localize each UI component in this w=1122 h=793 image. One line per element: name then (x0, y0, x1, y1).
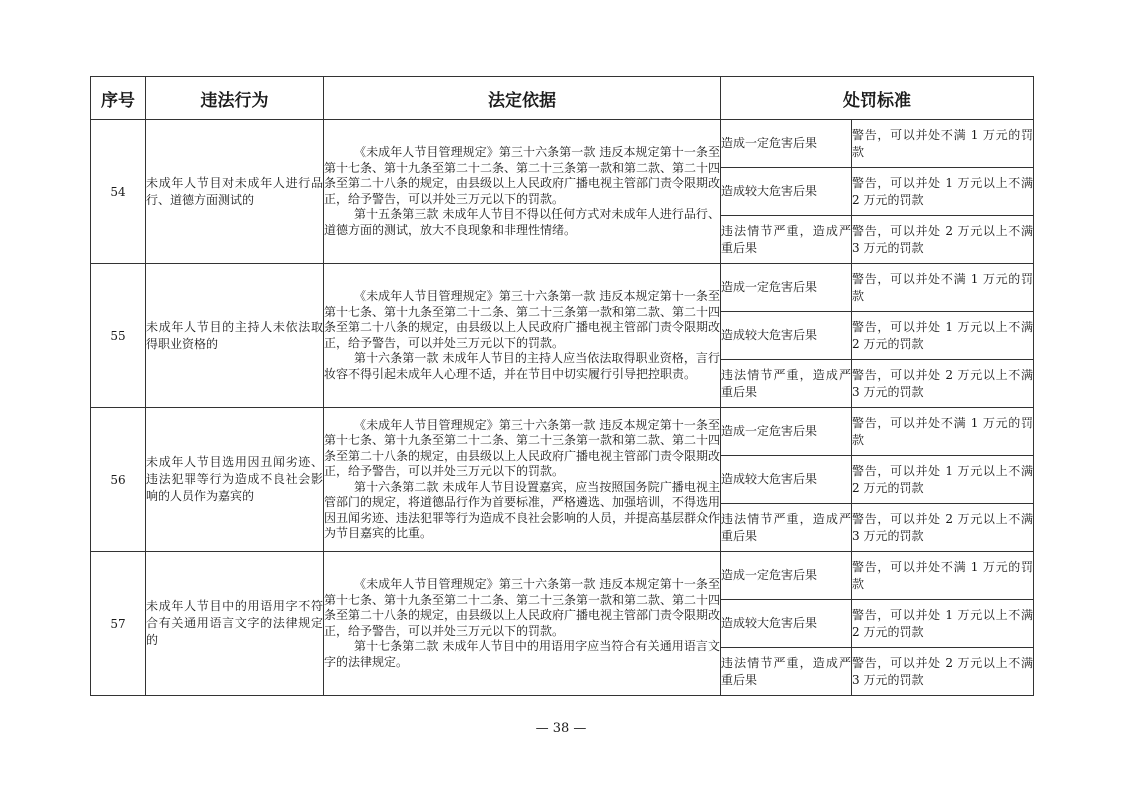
table-row (91, 264, 1034, 312)
condition-cell: 造成一定危害后果 (721, 552, 852, 600)
penalty-cell: 警告，可以并处不满 1 万元的罚款 (852, 552, 1034, 600)
condition-cell: 造成较大危害后果 (721, 312, 852, 360)
penalty-cell: 警告，可以并处不满 1 万元的罚款 (852, 264, 1034, 312)
legal-basis-p1: 《未成年人节目管理规定》第三十六条第一款 违反本规定第十一条至第十七条、第十九条至第二十二条、第二十三条第一款和第二款、第二十四条至第二十八条的规定，由县级以上人民政府广播电视主管部门责令限期改正，给予警告，可以并处三万元以下的罚款。 (324, 417, 721, 478)
penalty-cell: 警告，可以并处 1 万元以上不满 2 万元的罚款 (852, 168, 1034, 216)
penalty-cell: 警告，可以并处不满 1 万元的罚款 (852, 408, 1034, 456)
table-row (91, 408, 1034, 456)
legal-basis-p1: 《未成年人节目管理规定》第三十六条第一款 违反本规定第十一条至第十七条、第十九条至第二十二条、第二十三条第一款和第二款、第二十四条至第二十八条的规定，由县级以上人民政府广播电视主管部门责令限期改正，给予警告，可以并处三万元以下的罚款。 (324, 289, 721, 350)
condition-cell: 造成较大危害后果 (721, 168, 852, 216)
table-row (91, 120, 1034, 168)
penalty-cell: 警告，可以并处 1 万元以上不满 2 万元的罚款 (852, 312, 1034, 360)
row-number: 55 (91, 264, 146, 408)
penalty-cell: 警告，可以并处 2 万元以上不满 3 万元的罚款 (852, 216, 1034, 264)
penalty-cell: 警告，可以并处不满 1 万元的罚款 (852, 120, 1034, 168)
legal-basis (324, 552, 721, 696)
legal-basis-p2: 第十七条第二款 未成年人节目中的用语用字应当符合有关通用语言文字的法律规定。 (324, 639, 720, 669)
penalty-cell: 警告，可以并处 2 万元以上不满 3 万元的罚款 (852, 504, 1034, 552)
legal-basis-p2: 第十六条第二款 未成年人节目设置嘉宾，应当按照国务院广播电视主管部门的规定，将道德品行作为首要标准，严格遴选、加强培训，不得选用因丑闻劣迹、违法犯罪等行为造成不良社会影响的人员，并提高基层群众作为节目嘉宾的比重。 (324, 479, 721, 540)
condition-cell: 违法情节严重，造成严重后果 (721, 360, 852, 408)
header-act: 违法行为 (146, 77, 324, 120)
row-number: 54 (91, 120, 146, 264)
condition-cell: 违法情节严重，造成严重后果 (721, 504, 852, 552)
penalty-cell: 警告，可以并处 1 万元以上不满 2 万元的罚款 (852, 600, 1034, 648)
legal-basis-p1: 《未成年人节目管理规定》第三十六条第一款 违反本规定第十一条至第十七条、第十九条至第二十二条、第二十三条第一款和第二款、第二十四条至第二十八条的规定，由县级以上人民政府广播电视主管部门责令限期改正，给予警告，可以并处三万元以下的罚款。 (324, 145, 721, 206)
violation-text: 未成年人节目选用因丑闻劣迹、违法犯罪等行为造成不良社会影响的人员作为嘉宾的 (146, 408, 324, 552)
violation-text: 未成年人节目的主持人未依法取得职业资格的 (146, 264, 324, 408)
table-row (91, 552, 1034, 600)
penalty-cell: 警告，可以并处 2 万元以上不满 3 万元的罚款 (852, 648, 1034, 696)
header-penalty: 处罚标准 (721, 77, 1034, 120)
penalty-cell: 警告，可以并处 2 万元以上不满 3 万元的罚款 (852, 360, 1034, 408)
condition-cell: 违法情节严重，造成严重后果 (721, 216, 852, 264)
row-number: 57 (91, 552, 146, 696)
legal-basis (324, 264, 721, 408)
header-row (91, 77, 1034, 120)
condition-cell: 造成一定危害后果 (721, 264, 852, 312)
legal-basis (324, 408, 721, 552)
violation-text: 未成年人节目对未成年人进行品行、道德方面测试的 (146, 120, 324, 264)
penalty-table (90, 76, 1034, 696)
legal-basis-p2: 第十六条第一款 未成年人节目的主持人应当依法取得职业资格，言行妆容不得引起未成年人心理不适，并在节目中切实履行引导把控职责。 (324, 351, 720, 381)
violation-text: 未成年人节目中的用语用字不符合有关通用语言文字的法律规定的 (146, 552, 324, 696)
condition-cell: 造成一定危害后果 (721, 408, 852, 456)
condition-cell: 违法情节严重，造成严重后果 (721, 648, 852, 696)
condition-cell: 造成一定危害后果 (721, 120, 852, 168)
condition-cell: 造成较大危害后果 (721, 600, 852, 648)
header-num: 序号 (91, 77, 146, 120)
penalty-cell: 警告，可以并处 1 万元以上不满 2 万元的罚款 (852, 456, 1034, 504)
legal-basis-p2: 第十五条第三款 未成年人节目不得以任何方式对未成年人进行品行、道德方面的测试，放大不良现象和非理性情绪。 (324, 207, 720, 237)
condition-cell: 造成较大危害后果 (721, 456, 852, 504)
header-basis: 法定依据 (324, 77, 721, 120)
legal-basis (324, 120, 721, 264)
legal-basis-p1: 《未成年人节目管理规定》第三十六条第一款 违反本规定第十一条至第十七条、第十九条至第二十二条、第二十三条第一款和第二款、第二十四条至第二十八条的规定，由县级以上人民政府广播电视主管部门责令限期改正，给予警告，可以并处三万元以下的罚款。 (324, 577, 721, 638)
page-number: — 38 — (535, 721, 587, 736)
row-number: 56 (91, 408, 146, 552)
